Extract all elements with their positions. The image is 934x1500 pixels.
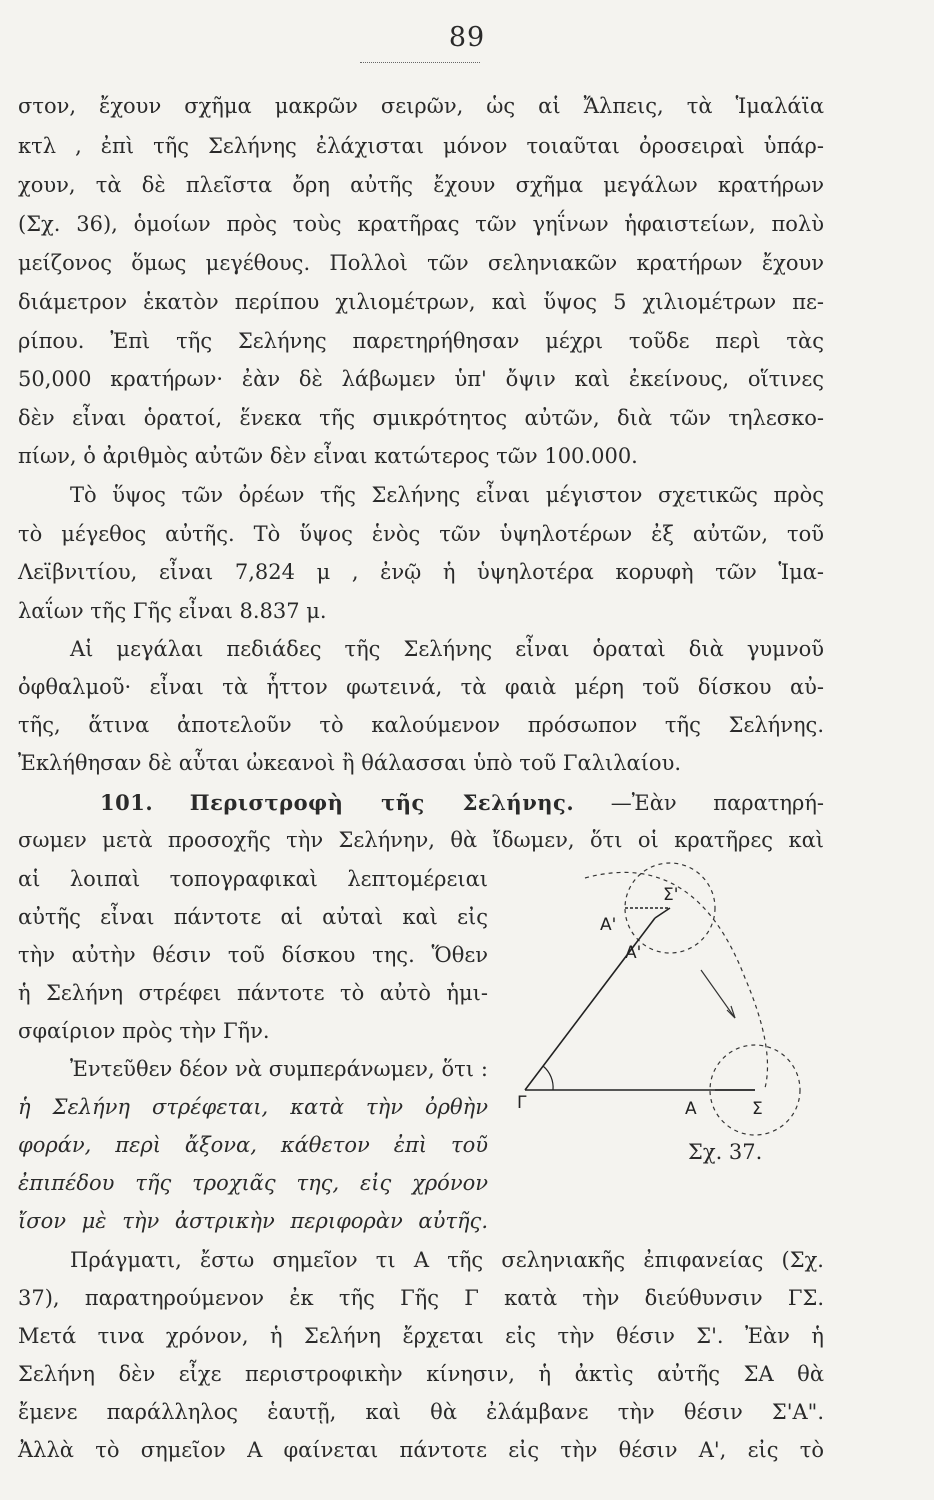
direction-arrow-icon — [701, 970, 735, 1018]
text-line: Πράγματι, ἔστω σημεῖον τι Α τῆς σεληνιακῆς ἐπιφανείας (Σχ. — [70, 1248, 824, 1272]
text-line: Αἱ μεγάλαι πεδιάδες τῆς Σελήνης εἶναι ὁραταὶ διὰ γυμνοῦ — [70, 637, 824, 661]
text-line: Ἐντεῦθεν δέον νὰ συμπεράνωμεν, ὅτι : — [70, 1057, 488, 1081]
label-earth: Γ — [517, 1093, 527, 1113]
section-number: 101. — [100, 790, 154, 815]
text-line: Ἐκλήθησαν δὲ αὗται ὠκεανοὶ ἢ θάλασσαι ὑπὸ τοῦ Γαλιλαίου. — [18, 751, 682, 775]
text-line: φοράν, περὶ ἄξονα, κάθετον ἐπὶ τοῦ — [18, 1133, 488, 1157]
section-title: Περιστροφὴ τῆς Σελήνης. — [189, 790, 575, 815]
text-line: (Σχ. 36), ὁμοίων πρὸς τοὺς κρατῆρας τῶν γηΐνων ἡφαιστείων, πολὺ — [18, 212, 824, 236]
text-line: ἡ Σελήνη στρέφεται, κατὰ τὴν ὀρθὴν — [18, 1095, 488, 1119]
page-number-rule — [360, 62, 480, 63]
label-point-parallel: Α' — [600, 915, 617, 935]
text-line: ἴσον μὲ τὴν ἀστρικὴν περιφορὰν αὐτῆς. — [18, 1209, 488, 1233]
text-line: 50,000 κρατήρων· ἐὰν δὲ λάβωμεν ὑπ' ὄψιν καὶ ἐκείνους, οἵτινες — [18, 367, 824, 391]
text-line: στον, ἔχουν σχῆμα μακρῶν σειρῶν, ὡς αἱ Ἄλπεις, τὰ Ἱμαλάϊα — [18, 94, 824, 118]
section-first-words: —Ἐὰν παρατηρή- — [610, 791, 824, 815]
text-line: ἔμενε παράλληλος ἑαυτῇ, καὶ θὰ ἐλάμβανε τὴν θέσιν Σ'Α". — [18, 1400, 824, 1424]
text-line: σφαίριον πρὸς τὴν Γῆν. — [18, 1019, 270, 1043]
section-heading-line — [100, 792, 824, 814]
text-line: αὐτῆς εἶναι πάντοτε αἱ αὐταὶ καὶ εἰς — [18, 905, 488, 929]
text-line: Ἀλλὰ τὸ σημεῖον Α φαίνεται πάντοτε εἰς τὴν θέσιν Α', εἰς τὸ — [18, 1438, 824, 1462]
text-line: Μετά τινα χρόνον, ἡ Σελήνη ἔρχεται εἰς τὴν θέσιν Σ'. Ἐὰν ἡ — [18, 1324, 824, 1348]
text-line: πίων, ὁ ἀριθμὸς αὐτῶν δὲν εἶναι κατώτερος τῶν 100.000. — [18, 444, 638, 468]
angle-arc — [543, 1066, 553, 1090]
text-line: Σελήνη δὲν εἶχε περιστροφικὴν κίνησιν, ἡ ἀκτὶς αὐτῆς ΣΑ θὰ — [18, 1362, 824, 1386]
text-line: ἡ Σελήνη στρέφει πάντοτε τὸ αὐτὸ ἡμι- — [18, 981, 488, 1005]
text-line: δὲν εἶναι ὁρατοί, ἕνεκα τῆς σμικρότητος αὐτῶν, διὰ τῶν τηλεσκο- — [18, 406, 824, 430]
text-line: σωμεν μετὰ προσοχῆς τὴν Σελήνην, θὰ ἴδωμεν, ὅτι οἱ κρατῆρες καὶ — [18, 828, 824, 852]
text-line: Τὸ ὕψος τῶν ὀρέων τῆς Σελήνης εἶναι μέγιστον σχετικῶς πρὸς — [70, 483, 824, 507]
figure-37-diagram — [505, 858, 815, 1138]
text-line: λαΐων τῆς Γῆς εἶναι 8.837 μ. — [18, 599, 327, 623]
text-line: αἱ λοιπαὶ τοπογραφικαὶ λεπτομέρειαι — [18, 867, 488, 891]
text-line: τὴν αὐτὴν θέσιν τοῦ δίσκου της. Ὅθεν — [18, 943, 488, 967]
label-point: Α — [685, 1099, 697, 1119]
line-sigma-prime-a-prime — [655, 908, 670, 918]
text-line: 37), παρατηρούμενον ἐκ τῆς Γῆς Γ κατὰ τὴν διεύθυνσιν ΓΣ. — [18, 1286, 824, 1310]
text-line: μείζονος ὅμως μεγέθους. Πολλοὶ τῶν σεληνιακῶν κρατήρων ἔχουν — [18, 251, 824, 275]
label-moon: Σ — [752, 1099, 763, 1119]
figure-caption: Σχ. 37. — [688, 1140, 763, 1164]
text-line: τὸ μέγεθος αὐτῆς. Τὸ ὕψος ἑνὸς τῶν ὑψηλοτέρων ἐξ αὐτῶν, τοῦ — [18, 522, 824, 546]
text-line: Λεϊβνιτίου, εἶναι 7,824 μ , ἐνῷ ἡ ὑψηλοτέρα κορυφὴ τῶν Ἱμα- — [18, 560, 824, 584]
label-moon-moved: Σ' — [663, 885, 679, 905]
text-line: ὀφθαλμοῦ· εἶναι τὰ ἧττον φωτεινά, τὰ φαιὰ μέρη τοῦ δίσκου αὐ- — [18, 675, 824, 699]
page-number: 89 — [448, 22, 486, 53]
text-line: ἐπιπέδου τῆς τροχιᾶς της, εἰς χρόνον — [18, 1171, 488, 1195]
label-point-moved: Α' — [625, 943, 642, 963]
text-line: κτλ , ἐπὶ τῆς Σελήνης ἐλάχισται μόνον τοιαῦται ὀροσειραὶ ὑπάρ- — [18, 134, 824, 158]
text-line: διάμετρον ἑκατὸν περίπου χιλιομέτρων, καὶ ὕψος 5 χιλιομέτρων πε- — [18, 290, 824, 314]
text-line: ρίπου. Ἐπὶ τῆς Σελήνης παρετηρήθησαν μέχρι τοῦδε περὶ τὰς — [18, 329, 824, 353]
text-line: χουν, τὰ δὲ πλεῖστα ὄρη αὐτῆς ἔχουν σχῆμα μεγάλων κρατήρων — [18, 173, 824, 197]
text-line: τῆς, ἅτινα ἀποτελοῦν τὸ καλούμενον πρόσωπον τῆς Σελήνης. — [18, 713, 824, 737]
